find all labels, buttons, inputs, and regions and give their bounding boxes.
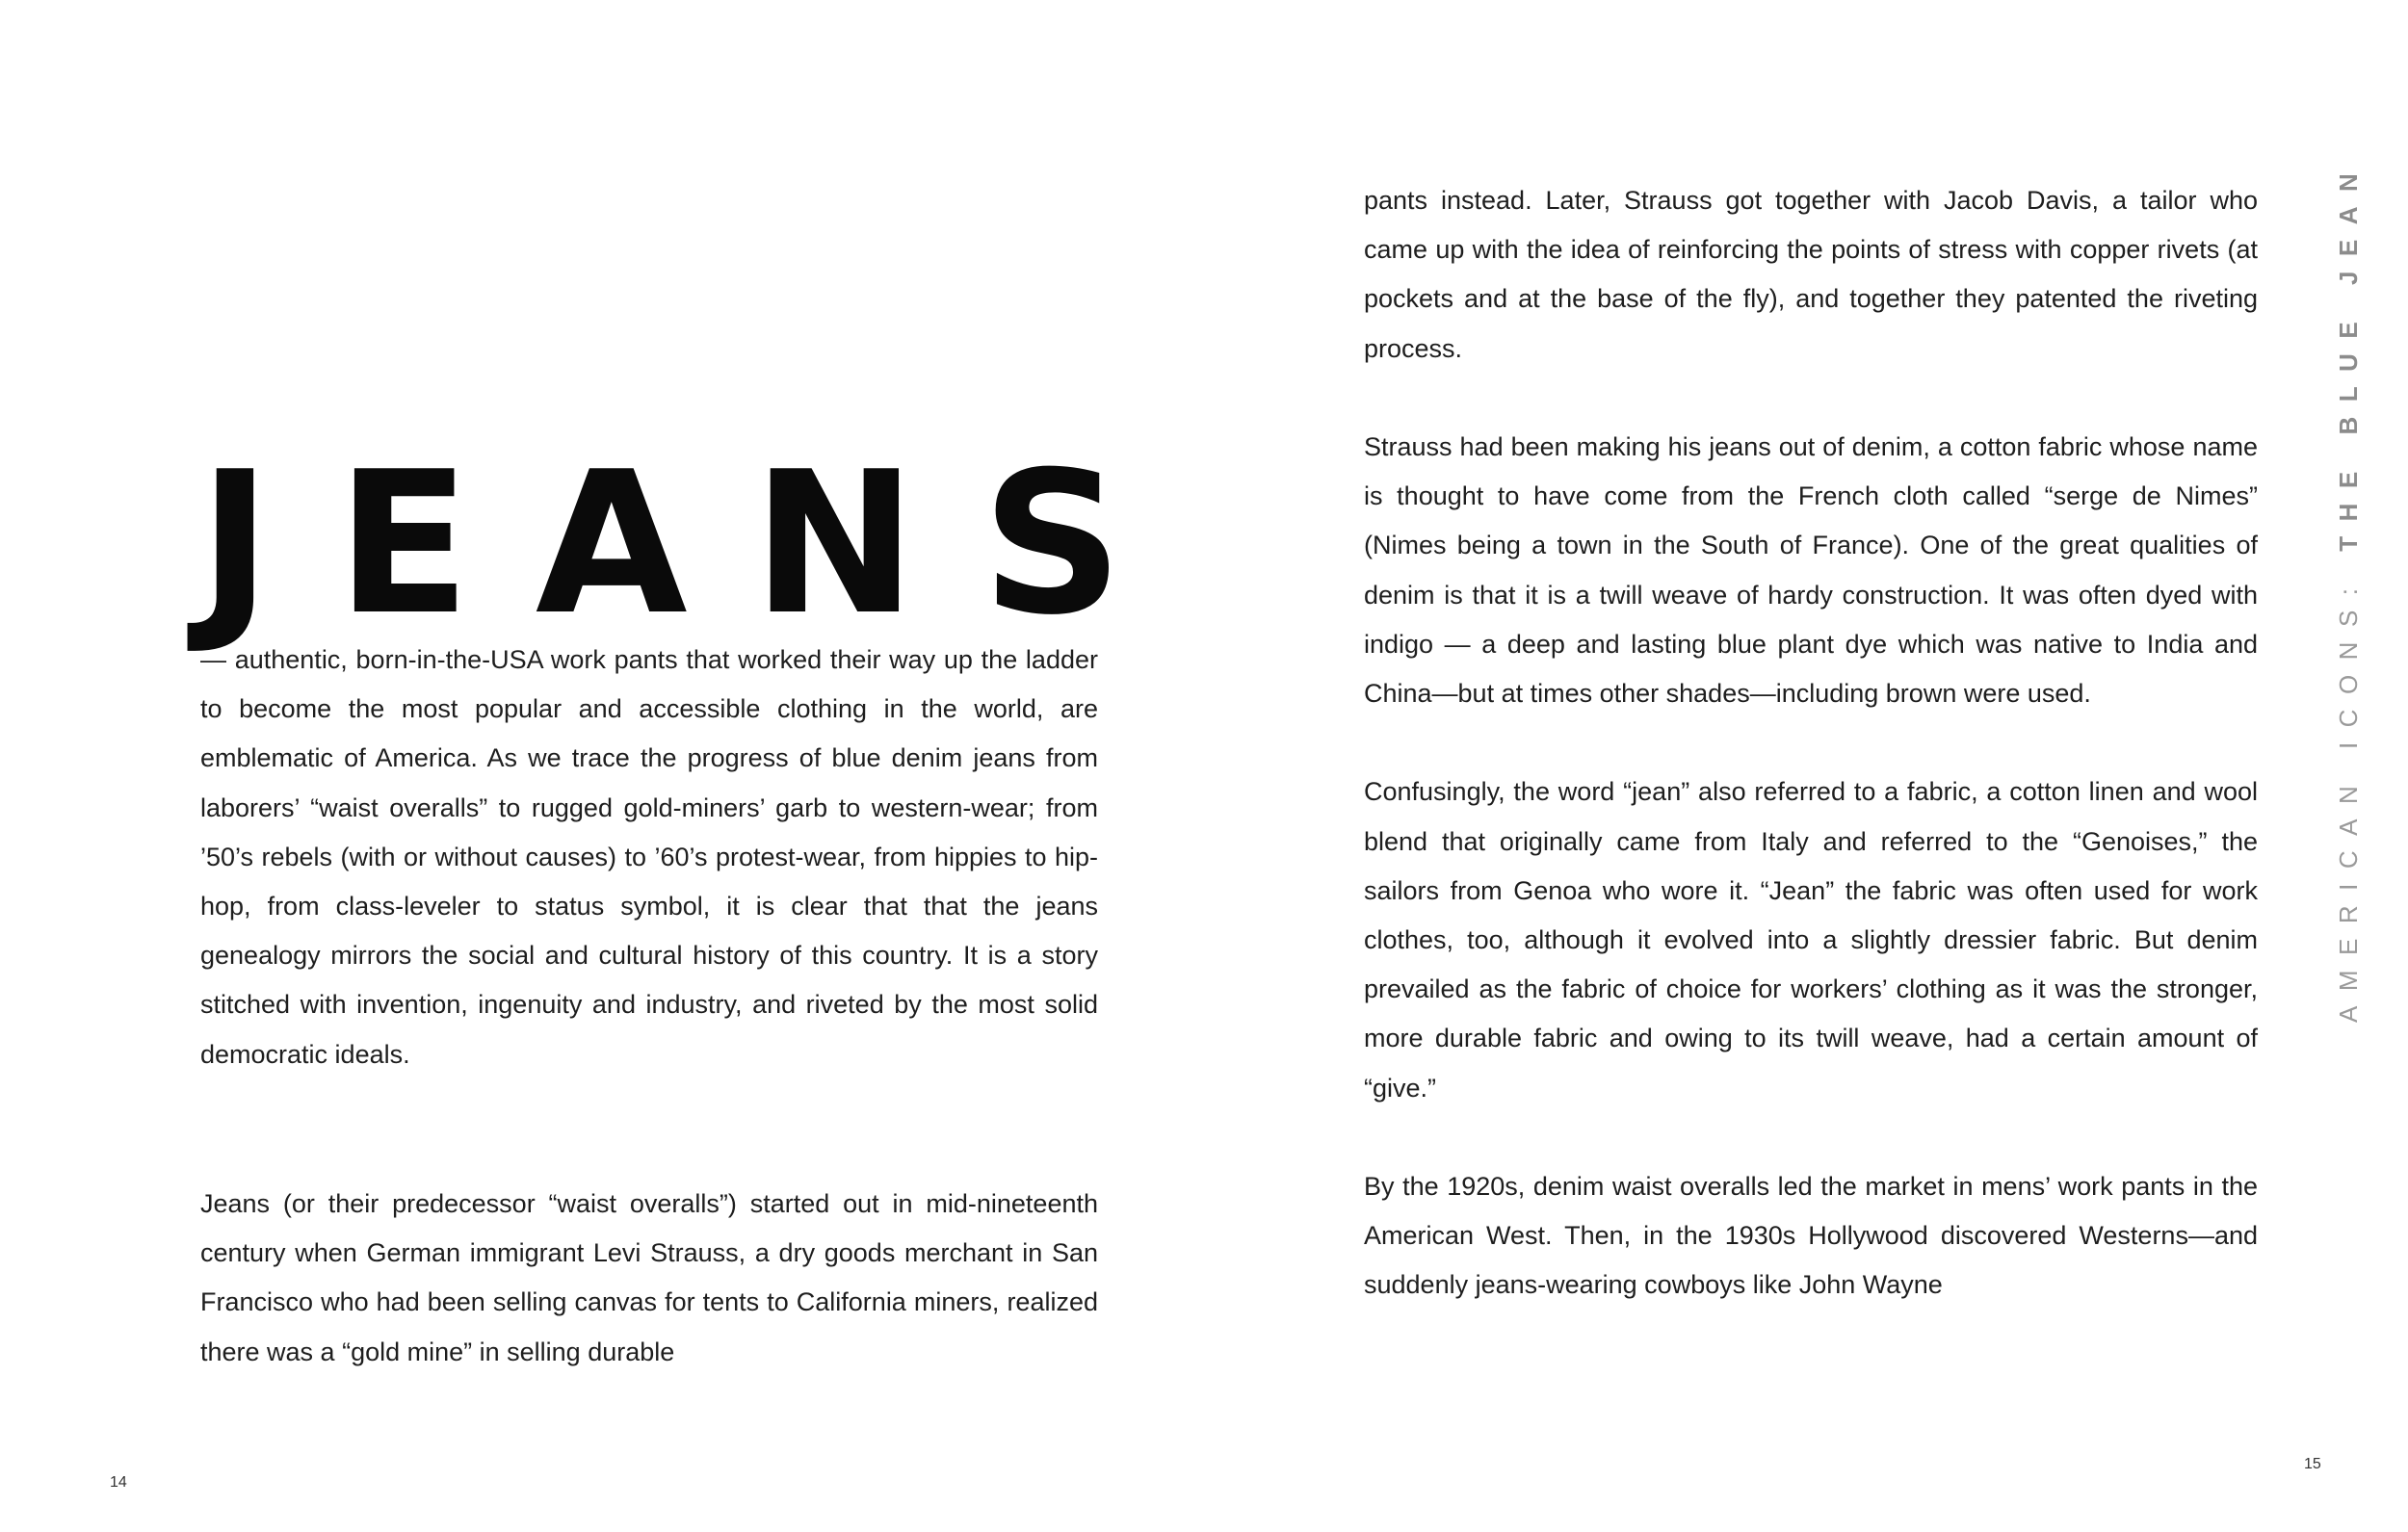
running-title-series: AMERICAN ICONS:: [2334, 551, 2363, 1023]
page-number-left: 14: [110, 1474, 127, 1491]
body-paragraph: By the 1920s, denim waist overalls led the market in mens’ work pants in the American West. Then, in the 1930s Hollywood discovered Westerns—and suddenly jeans-wearing cowboys like John Wayne: [1364, 1172, 2258, 1300]
intro-text-block: [200, 636, 1098, 1079]
intro-paragraph: — authentic, born-in-the-USA work pants that worked their way up the ladder to become the most popular and accessible clothing in the world, are emblematic of America. As we trace the progress of blue denim jeans from laborers’ “waist overalls” to rugged gold-miners’ garb to western-wear; from ’50’s rebels (with or without causes) to ’60’s protest-wear, from hippies to hip-hop, from class-leveler to status symbol, it is clear that that the jeans genealogy mirrors the social and cultural history of this country. It is a story stitched with invention, ingenuity and industry, and riveted by the most solid democratic ideals.: [200, 645, 1098, 1069]
title-letter: J: [198, 430, 272, 659]
running-title: [2334, 159, 2363, 1023]
body-paragraph: pants instead. Later, Strauss got together with Jacob Davis, a tailor who came up with the idea of reinforcing the points of stress with copper rivets (at pockets and at the base of the fly), and together they patented the riveting process.: [1364, 186, 2258, 363]
body-text-block-right: [1364, 176, 2258, 1311]
body-paragraph: Jeans (or their predecessor “waist overalls”) started out in mid-nineteenth century when German immigrant Levi Strauss, a dry goods merchant in San Francisco who had been selling canvas for tents to California miners, realized there was a “gold mine” in selling durable: [200, 1189, 1098, 1366]
body-paragraph: Strauss had been making his jeans out of denim, a cotton fabric whose name is thought to have come from the French cloth called “serge de Nimes” (Nimes being a town in the South of France). One of the great qualities of denim is that it is a twill weave of hardy construction. It was often dyed with indigo — a deep and lasting blue plant dye which was native to India and China—but at times other shades—including brown were used.: [1364, 432, 2258, 709]
chapter-title: [198, 430, 1123, 659]
body-paragraph: Confusingly, the word “jean” also referred to a fabric, a cotton linen and wool blend that originally came from Italy and referred to the “Genoises,” the sailors from Genoa who wore it. “Jean” the fabric was often used for work clothes, too, although it evolved into a slightly dressier fabric. But denim prevailed as the fabric of choice for workers’ clothing as it was the stronger, more durable fabric and owing to its twill weave, had a certain amount of “give.”: [1364, 777, 2258, 1103]
body-text-block-left: [200, 1180, 1098, 1377]
running-title-chapter: THE BLUE JEAN: [2334, 158, 2363, 552]
title-letter: S: [982, 430, 1123, 659]
title-letter: E: [336, 430, 471, 659]
title-letter: N: [752, 430, 917, 659]
page-number-right: 15: [2304, 1456, 2321, 1472]
title-letter: A: [535, 430, 688, 659]
